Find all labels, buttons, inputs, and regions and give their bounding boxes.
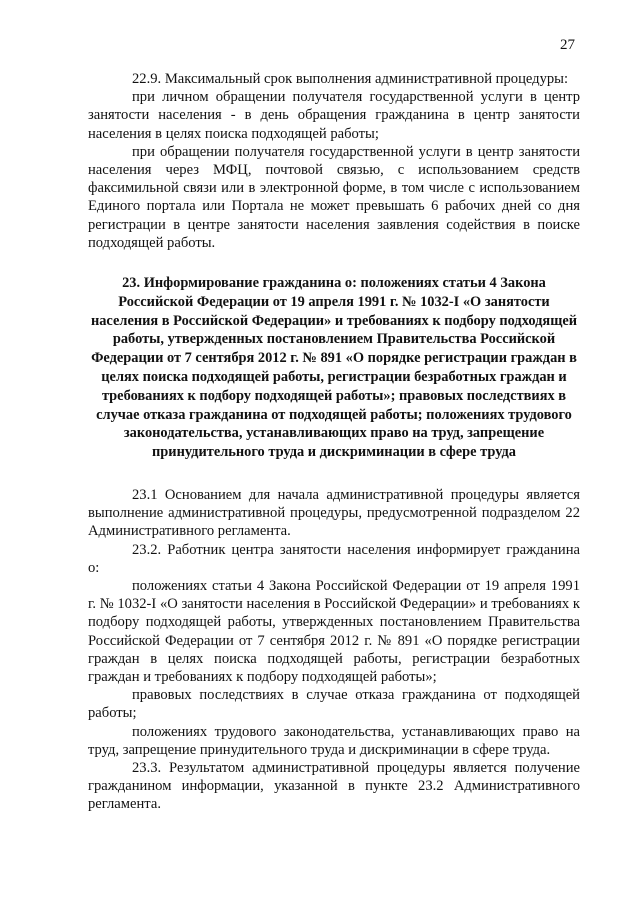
section-23-body [88,486,580,814]
paragraph: правовых последствиях в случае отказа гражданина от подходящей работы; [88,687,580,722]
section-22-9 [88,70,580,252]
page-number: 27 [560,37,575,53]
paragraph: при обращении получателя государственной услуги в центр занятости населения через МФЦ, почтовой связью, с использованием средств факсимильной связи или в электронной форме, в том числе с использованием Единого портала или Портала не может превышать 6 рабочих дней со дня регистрации в центре занятости населения заявления содействия в поиске подходящей работы. [88,143,580,251]
section-heading: 23. Информирование гражданина о: положениях статьи 4 Закона Российской Федерации от 19 апреля 1991 г. № 1032-I «О занятости населения в Российской Федерации» и требованиях к подбору подходящей работы, утвержденных постановлением Правительства Российской Федерации от 7 сентября 2012 г. № 891 «О порядке регистрации граждан в целях поиска подходящей работы, регистрации безработных граждан и требованиях к подбору подходящей работы»; правовых последствиях в случае отказа гражданина от подходящей работы; положениях трудового законодательства, устанавливающих право на труд, запрещение принудительного труда и дискриминации в сфере труда [90,275,578,461]
paragraph: 22.9. Максимальный срок выполнения административной процедуры: [132,71,569,87]
paragraph: 23.3. Результатом административной процедуры является получение гражданином информации, указанной в пункте 23.2 Административного регламента. [88,760,580,813]
paragraph: при личном обращении получателя государственной услуги в центр занятости населения - в день обращения гражданина в центр занятости населения в целях поиска подходящей работы; [88,89,580,142]
paragraph: 23.2. Работник центра занятости населения информирует гражданина о: [88,541,580,576]
paragraph: положениях статьи 4 Закона Российской Федерации от 19 апреля 1991 г. № 1032-I «О занятости населения в Российской Федерации» и требованиях к подбору подходящей работы, утвержденных постановлением Правительства Российской Федерации от 7 сентября 2012 г. № 891 «О порядке регистрации граждан в целях поиска подходящей работы, регистрации безработных граждан и требованиях к подбору подходящей работы»; [88,578,580,686]
paragraph: 23.1 Основанием для начала административной процедуры является выполнение административной процедуры, предусмотренной подразделом 22 Административного регламента. [88,487,580,540]
paragraph: положениях трудового законодательства, устанавливающих право на труд, запрещение принудительного труда и дискриминации в сфере труда. [88,723,580,758]
section-23-heading-block [88,274,580,462]
